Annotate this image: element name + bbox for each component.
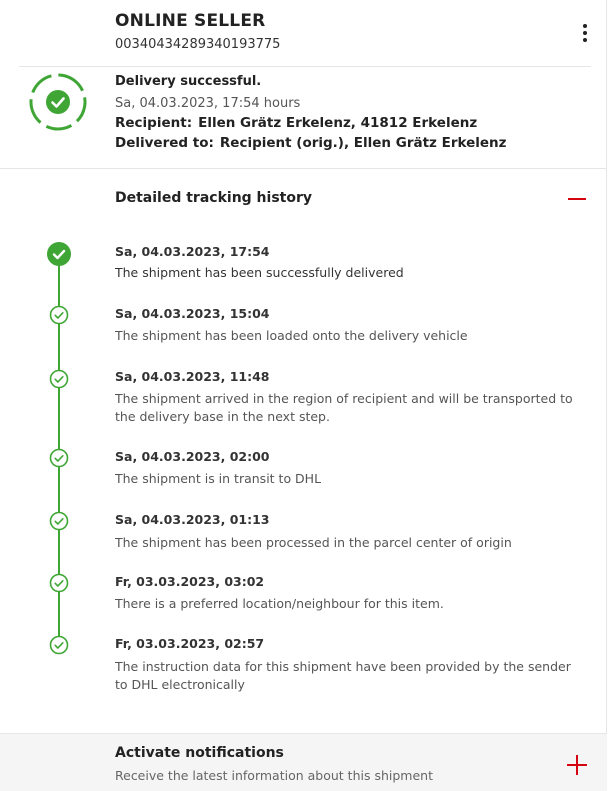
recipient-label: Recipient: (115, 115, 193, 131)
event-text: The shipment has been loaded onto the delivery vehicle (115, 328, 468, 343)
check-circle-filled-icon (47, 242, 71, 266)
delivered-check-icon (28, 72, 88, 132)
event-date: Sa, 04.03.2023, 11:48 (115, 369, 270, 384)
event-text: There is a preferred location/neighbour for this item. (115, 596, 444, 611)
recipient-line (115, 115, 477, 131)
check-circle-icon (49, 635, 69, 655)
event-date: Sa, 04.03.2023, 15:04 (115, 306, 270, 321)
status-date: Sa, 04.03.2023, 17:54 hours (115, 96, 301, 111)
delivered-to-label: Delivered to: (115, 135, 214, 151)
event-text: The instruction data for this shipment have been provided by the sender to DHL electronically (115, 659, 571, 692)
tracking-number: 00340434289340193775 (115, 37, 281, 52)
event-date: Sa, 04.03.2023, 01:13 (115, 512, 270, 527)
seller-name: ONLINE SELLER (115, 11, 266, 31)
delivered-to-line (115, 135, 507, 151)
check-circle-icon (49, 305, 69, 325)
event-date: Fr, 03.03.2023, 03:02 (115, 574, 265, 589)
notifications-subtitle: Receive the latest information about this shipment (115, 768, 433, 783)
activate-notifications[interactable] (0, 733, 607, 791)
check-circle-icon (49, 369, 69, 389)
recipient-value: Ellen Grätz Erkelenz, 41812 Erkelenz (198, 115, 478, 131)
check-circle-icon (49, 573, 69, 593)
event-text: The shipment has been successfully delivered (115, 265, 404, 280)
delivery-status (0, 67, 607, 168)
event-date: Sa, 04.03.2023, 02:00 (115, 449, 270, 464)
delivered-to-value: Recipient (orig.), Ellen Grätz Erkelenz (219, 135, 507, 151)
tracking-history-toggle[interactable] (0, 169, 607, 229)
event-text: The shipment has been processed in the parcel center of origin (115, 535, 512, 550)
shipment-header (0, 0, 607, 66)
event-text: The shipment is in transit to DHL (115, 471, 322, 486)
check-circle-icon (49, 448, 69, 468)
event-date: Fr, 03.03.2023, 02:57 (115, 636, 265, 651)
tracking-history-title: Detailed tracking history (115, 190, 312, 206)
notifications-title: Activate notifications (115, 745, 284, 761)
event-text: The shipment arrived in the region of recipient and will be transported to the delivery base in the next step. (115, 391, 573, 424)
kebab-menu-icon[interactable] (578, 22, 592, 44)
plus-icon[interactable] (567, 755, 587, 775)
check-circle-icon (49, 511, 69, 531)
event-date: Sa, 04.03.2023, 17:54 (115, 244, 270, 259)
status-title: Delivery successful. (115, 74, 262, 89)
minus-icon[interactable] (568, 198, 586, 200)
